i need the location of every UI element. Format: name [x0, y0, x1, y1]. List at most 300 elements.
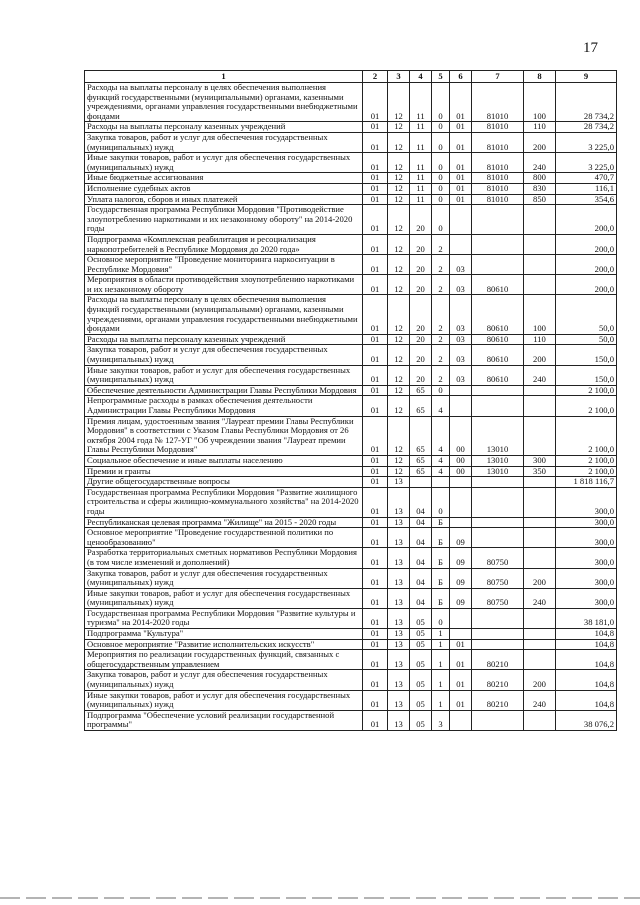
- row-code-6: 13010: [472, 455, 524, 466]
- row-amount: 200,0: [556, 255, 617, 275]
- row-description: Расходы на выплаты персоналу в целях обеспечения выполнения функций государственными (муниципальными) органами, казенными учреждениями, органами управления государственными внебюджетными фондами: [85, 83, 363, 122]
- row-code-5: 01: [450, 670, 472, 690]
- table-row: [85, 385, 617, 396]
- row-code-1: 01: [363, 183, 388, 194]
- row-code-3: 20: [410, 365, 432, 385]
- row-code-5: [450, 205, 472, 235]
- row-code-5: [450, 629, 472, 640]
- row-description: Закупка товаров, работ и услуг для обеспечения государственных (муниципальных) нужд: [85, 132, 363, 152]
- row-description: Разработка территориальных сметных нормативов Республики Мордовия (в том числе изменений и дополнений): [85, 548, 363, 568]
- row-code-2: 12: [388, 194, 410, 205]
- row-code-6: [472, 205, 524, 235]
- row-description: Подпрограмма «Комплексная реабилитация и ресоциализация наркопотребителей в Республике Мордовия до 2020 года»: [85, 234, 363, 254]
- row-code-5: [450, 517, 472, 528]
- row-code-4: 1: [432, 639, 450, 650]
- row-code-3: 04: [410, 528, 432, 548]
- row-code-4: 2: [432, 295, 450, 334]
- row-code-5: 00: [450, 466, 472, 477]
- table-row: [85, 205, 617, 235]
- row-code-6: 81010: [472, 183, 524, 194]
- row-code-1: 01: [363, 334, 388, 345]
- table-body: [85, 83, 617, 731]
- row-code-1: 01: [363, 639, 388, 650]
- row-code-3: 11: [410, 132, 432, 152]
- row-code-3: 65: [410, 396, 432, 416]
- row-code-5: 01: [450, 173, 472, 184]
- row-amount: 2 100,0: [556, 466, 617, 477]
- row-code-1: 01: [363, 416, 388, 455]
- row-description: Иные закупки товаров, работ и услуг для обеспечения государственных (муниципальных) нужд: [85, 153, 363, 173]
- row-code-5: [450, 487, 472, 517]
- row-code-6: 81010: [472, 194, 524, 205]
- col-header-1: 1: [85, 71, 363, 83]
- row-expense-type: 300: [524, 455, 556, 466]
- row-code-6: 80610: [472, 365, 524, 385]
- table-row: [85, 234, 617, 254]
- table-row: [85, 568, 617, 588]
- table-row: [85, 396, 617, 416]
- row-code-3: 20: [410, 334, 432, 345]
- row-code-2: 13: [388, 588, 410, 608]
- row-description: Государственная программа Республики Мордовия "Развитие жилищного строительства и сферы жилищно-коммунального хозяйства" на 2014-2020 годы: [85, 487, 363, 517]
- table-row: [85, 690, 617, 710]
- row-code-1: 01: [363, 477, 388, 488]
- row-code-6: 80210: [472, 690, 524, 710]
- row-description: Закупка товаров, работ и услуг для обеспечения государственных (муниципальных) нужд: [85, 670, 363, 690]
- row-code-1: 01: [363, 345, 388, 365]
- row-code-6: 80610: [472, 295, 524, 334]
- row-amount: 200,0: [556, 234, 617, 254]
- row-code-4: Б: [432, 588, 450, 608]
- row-code-5: [450, 477, 472, 488]
- row-code-1: 01: [363, 365, 388, 385]
- row-code-4: 2: [432, 234, 450, 254]
- row-description: Государственная программа Республики Мордовия "Развитие культуры и туризма" на 2014-2020 годы: [85, 608, 363, 628]
- row-code-5: 03: [450, 334, 472, 345]
- row-code-4: 1: [432, 650, 450, 670]
- table-row: [85, 517, 617, 528]
- row-code-2: 12: [388, 153, 410, 173]
- row-code-3: 05: [410, 639, 432, 650]
- row-amount: 104,8: [556, 690, 617, 710]
- row-code-3: 20: [410, 205, 432, 235]
- row-code-1: 01: [363, 205, 388, 235]
- row-code-3: [410, 477, 432, 488]
- row-code-5: 00: [450, 455, 472, 466]
- row-code-5: 03: [450, 345, 472, 365]
- row-code-3: 04: [410, 517, 432, 528]
- row-code-1: 01: [363, 455, 388, 466]
- row-code-2: 12: [388, 396, 410, 416]
- row-amount: 28 734,2: [556, 83, 617, 122]
- row-code-1: 01: [363, 275, 388, 295]
- row-amount: 104,8: [556, 639, 617, 650]
- row-code-3: 05: [410, 710, 432, 730]
- row-code-6: 80750: [472, 548, 524, 568]
- row-code-6: 80750: [472, 588, 524, 608]
- row-code-4: 0: [432, 122, 450, 133]
- row-code-1: 01: [363, 385, 388, 396]
- row-amount: 2 100,0: [556, 416, 617, 455]
- row-code-6: 81010: [472, 153, 524, 173]
- row-code-2: 12: [388, 205, 410, 235]
- row-code-6: [472, 528, 524, 548]
- row-code-5: 01: [450, 122, 472, 133]
- row-code-1: 01: [363, 568, 388, 588]
- col-header-9: 9: [556, 71, 617, 83]
- row-code-1: 01: [363, 153, 388, 173]
- row-expense-type: 350: [524, 466, 556, 477]
- row-code-4: Б: [432, 517, 450, 528]
- row-code-1: 01: [363, 517, 388, 528]
- row-code-6: [472, 517, 524, 528]
- row-expense-type: 100: [524, 83, 556, 122]
- table-row: [85, 183, 617, 194]
- row-code-5: 03: [450, 365, 472, 385]
- row-code-1: 01: [363, 194, 388, 205]
- table-row: [85, 639, 617, 650]
- row-description: Расходы на выплаты персоналу в целях обеспечения выполнения функций государственными (муниципальными) органами, казенными учреждениями, органами управления государственными внебюджетными фондами: [85, 295, 363, 334]
- row-code-5: [450, 396, 472, 416]
- row-expense-type: 240: [524, 690, 556, 710]
- row-code-3: 65: [410, 466, 432, 477]
- row-code-5: 09: [450, 528, 472, 548]
- row-code-2: 12: [388, 334, 410, 345]
- row-code-3: 05: [410, 670, 432, 690]
- row-code-1: 01: [363, 295, 388, 334]
- row-code-4: 1: [432, 690, 450, 710]
- row-expense-type: [524, 548, 556, 568]
- row-amount: 2 100,0: [556, 396, 617, 416]
- row-description: Основное мероприятие "Проведение мониторинга наркоситуации в Республике Мордовия": [85, 255, 363, 275]
- row-amount: 2 100,0: [556, 385, 617, 396]
- row-code-4: [432, 477, 450, 488]
- row-description: Расходы на выплаты персоналу казенных учреждений: [85, 334, 363, 345]
- row-code-2: 13: [388, 517, 410, 528]
- row-description: Иные закупки товаров, работ и услуг для обеспечения государственных (муниципальных) нужд: [85, 690, 363, 710]
- row-amount: 300,0: [556, 487, 617, 517]
- row-expense-type: 240: [524, 588, 556, 608]
- row-code-6: 80610: [472, 275, 524, 295]
- col-header-4: 4: [410, 71, 432, 83]
- row-code-5: 01: [450, 690, 472, 710]
- row-expense-type: [524, 487, 556, 517]
- row-code-5: [450, 710, 472, 730]
- row-code-1: 01: [363, 690, 388, 710]
- row-amount: 3 225,0: [556, 132, 617, 152]
- row-expense-type: 200: [524, 345, 556, 365]
- row-code-2: 12: [388, 173, 410, 184]
- row-code-3: 05: [410, 690, 432, 710]
- col-header-2: 2: [363, 71, 388, 83]
- row-amount: 300,0: [556, 588, 617, 608]
- row-description: Премии и гранты: [85, 466, 363, 477]
- row-code-5: 01: [450, 650, 472, 670]
- table-row: [85, 275, 617, 295]
- row-code-6: [472, 710, 524, 730]
- row-code-5: 01: [450, 183, 472, 194]
- row-expense-type: [524, 477, 556, 488]
- row-code-2: 13: [388, 528, 410, 548]
- row-description: Другие общегосударственные вопросы: [85, 477, 363, 488]
- row-code-5: 01: [450, 153, 472, 173]
- row-code-6: 80210: [472, 650, 524, 670]
- row-expense-type: [524, 385, 556, 396]
- row-code-6: 80750: [472, 568, 524, 588]
- row-code-1: 01: [363, 588, 388, 608]
- col-header-5: 5: [432, 71, 450, 83]
- row-code-3: 65: [410, 385, 432, 396]
- row-amount: 28 734,2: [556, 122, 617, 133]
- row-code-3: 04: [410, 548, 432, 568]
- row-code-4: 0: [432, 608, 450, 628]
- row-code-2: 12: [388, 455, 410, 466]
- row-code-5: 03: [450, 255, 472, 275]
- row-amount: 50,0: [556, 334, 617, 345]
- row-code-6: 13010: [472, 466, 524, 477]
- row-code-1: 01: [363, 466, 388, 477]
- row-code-3: 20: [410, 234, 432, 254]
- row-code-2: 12: [388, 385, 410, 396]
- row-description: Непрограммные расходы в рамках обеспечения деятельности Администрации Главы Республики Мордовия: [85, 396, 363, 416]
- row-code-4: 1: [432, 629, 450, 640]
- row-code-2: 12: [388, 275, 410, 295]
- row-code-4: 0: [432, 183, 450, 194]
- row-code-4: 0: [432, 194, 450, 205]
- row-code-1: 01: [363, 255, 388, 275]
- row-code-6: 80610: [472, 345, 524, 365]
- row-code-5: [450, 234, 472, 254]
- row-code-6: 13010: [472, 416, 524, 455]
- row-code-2: 12: [388, 132, 410, 152]
- table-row: [85, 650, 617, 670]
- page-number: 17: [583, 40, 598, 56]
- row-description: Социальное обеспечение и иные выплаты населению: [85, 455, 363, 466]
- row-description: Обеспечение деятельности Администрации Главы Республики Мордовия: [85, 385, 363, 396]
- row-code-2: 13: [388, 568, 410, 588]
- row-description: Закупка товаров, работ и услуг для обеспечения государственных (муниципальных) нужд: [85, 345, 363, 365]
- row-expense-type: [524, 528, 556, 548]
- row-amount: 150,0: [556, 345, 617, 365]
- row-code-3: 04: [410, 588, 432, 608]
- table-row: [85, 153, 617, 173]
- table-row: [85, 365, 617, 385]
- row-expense-type: [524, 650, 556, 670]
- row-code-5: 09: [450, 548, 472, 568]
- row-code-3: 11: [410, 83, 432, 122]
- row-code-1: 01: [363, 710, 388, 730]
- row-code-1: 01: [363, 670, 388, 690]
- row-code-4: 0: [432, 173, 450, 184]
- row-code-4: 0: [432, 205, 450, 235]
- row-code-6: [472, 385, 524, 396]
- row-code-4: 2: [432, 345, 450, 365]
- row-description: Основное мероприятие "Развитие исполнительских искусств": [85, 639, 363, 650]
- row-code-4: 4: [432, 455, 450, 466]
- row-code-2: 13: [388, 608, 410, 628]
- row-amount: 200,0: [556, 205, 617, 235]
- col-header-8: 8: [524, 71, 556, 83]
- row-code-4: Б: [432, 548, 450, 568]
- row-code-4: 0: [432, 487, 450, 517]
- row-amount: 470,7: [556, 173, 617, 184]
- row-expense-type: [524, 608, 556, 628]
- row-code-2: 13: [388, 710, 410, 730]
- row-code-3: 20: [410, 275, 432, 295]
- row-code-2: 13: [388, 639, 410, 650]
- row-code-2: 13: [388, 650, 410, 670]
- row-amount: 300,0: [556, 517, 617, 528]
- row-code-1: 01: [363, 548, 388, 568]
- row-code-2: 12: [388, 295, 410, 334]
- row-code-3: 05: [410, 629, 432, 640]
- row-code-4: 4: [432, 416, 450, 455]
- row-code-3: 11: [410, 122, 432, 133]
- row-code-4: 2: [432, 275, 450, 295]
- row-code-2: 12: [388, 122, 410, 133]
- row-code-2: 12: [388, 255, 410, 275]
- row-amount: 1 818 116,7: [556, 477, 617, 488]
- row-amount: 104,8: [556, 629, 617, 640]
- table-row: [85, 334, 617, 345]
- table-row: [85, 345, 617, 365]
- table-row: [85, 83, 617, 122]
- row-code-6: [472, 255, 524, 275]
- row-code-6: [472, 608, 524, 628]
- row-expense-type: [524, 416, 556, 455]
- table-row: [85, 455, 617, 466]
- row-amount: 300,0: [556, 548, 617, 568]
- row-amount: 200,0: [556, 275, 617, 295]
- row-code-3: 04: [410, 487, 432, 517]
- row-description: Мероприятия по реализации государственных функций, связанных с общегосударственным управлением: [85, 650, 363, 670]
- row-expense-type: 110: [524, 334, 556, 345]
- row-code-4: 4: [432, 396, 450, 416]
- row-code-3: 65: [410, 455, 432, 466]
- row-description: Расходы на выплаты персоналу казенных учреждений: [85, 122, 363, 133]
- row-expense-type: [524, 710, 556, 730]
- row-code-6: 81010: [472, 122, 524, 133]
- table-row: [85, 487, 617, 517]
- row-code-6: [472, 639, 524, 650]
- row-expense-type: 200: [524, 132, 556, 152]
- row-description: Иные закупки товаров, работ и услуг для обеспечения государственных (муниципальных) нужд: [85, 588, 363, 608]
- row-code-1: 01: [363, 122, 388, 133]
- row-description: Иные бюджетные ассигнования: [85, 173, 363, 184]
- table-row: [85, 122, 617, 133]
- row-code-3: 20: [410, 255, 432, 275]
- table-row: [85, 132, 617, 152]
- row-description: Исполнение судебных актов: [85, 183, 363, 194]
- row-code-4: 0: [432, 153, 450, 173]
- row-description: Закупка товаров, работ и услуг для обеспечения государственных (муниципальных) нужд: [85, 568, 363, 588]
- row-code-2: 12: [388, 345, 410, 365]
- row-code-5: 03: [450, 295, 472, 334]
- row-amount: 50,0: [556, 295, 617, 334]
- row-code-4: 1: [432, 670, 450, 690]
- row-expense-type: [524, 629, 556, 640]
- row-code-3: 11: [410, 183, 432, 194]
- row-code-5: 09: [450, 568, 472, 588]
- row-code-2: 12: [388, 466, 410, 477]
- row-code-3: 05: [410, 650, 432, 670]
- row-code-6: 81010: [472, 132, 524, 152]
- row-code-2: 13: [388, 548, 410, 568]
- row-code-1: 01: [363, 629, 388, 640]
- row-code-2: 13: [388, 670, 410, 690]
- row-code-4: 0: [432, 132, 450, 152]
- row-amount: 104,8: [556, 650, 617, 670]
- row-code-6: 80610: [472, 334, 524, 345]
- row-amount: 38 076,2: [556, 710, 617, 730]
- row-expense-type: [524, 205, 556, 235]
- row-amount: 150,0: [556, 365, 617, 385]
- row-amount: 300,0: [556, 528, 617, 548]
- row-code-6: [472, 629, 524, 640]
- table-row: [85, 588, 617, 608]
- row-code-4: Б: [432, 528, 450, 548]
- row-amount: 38 181,0: [556, 608, 617, 628]
- row-code-4: 2: [432, 334, 450, 345]
- row-expense-type: [524, 234, 556, 254]
- row-code-3: 05: [410, 608, 432, 628]
- col-header-7: 7: [472, 71, 524, 83]
- table-row: [85, 548, 617, 568]
- row-expense-type: [524, 396, 556, 416]
- row-code-1: 01: [363, 83, 388, 122]
- row-expense-type: [524, 639, 556, 650]
- table-row: [85, 608, 617, 628]
- row-description: Уплата налогов, сборов и иных платежей: [85, 194, 363, 205]
- row-code-1: 01: [363, 608, 388, 628]
- table-row: [85, 528, 617, 548]
- row-code-4: Б: [432, 568, 450, 588]
- row-expense-type: 240: [524, 153, 556, 173]
- row-code-5: 03: [450, 275, 472, 295]
- row-code-5: 01: [450, 132, 472, 152]
- table-row: [85, 255, 617, 275]
- table-row: [85, 477, 617, 488]
- col-header-3: 3: [388, 71, 410, 83]
- row-code-2: 12: [388, 234, 410, 254]
- col-header-6: 6: [450, 71, 472, 83]
- row-code-3: 20: [410, 345, 432, 365]
- row-description: Мероприятия в области противодействия злоупотреблению наркотиками и их незаконному обороту: [85, 275, 363, 295]
- row-expense-type: [524, 517, 556, 528]
- row-expense-type: [524, 275, 556, 295]
- row-code-1: 01: [363, 132, 388, 152]
- row-code-2: 12: [388, 416, 410, 455]
- table-row: [85, 710, 617, 730]
- row-amount: 354,6: [556, 194, 617, 205]
- row-description: Республиканская целевая программа "Жилище" на 2015 - 2020 годы: [85, 517, 363, 528]
- row-code-4: 0: [432, 83, 450, 122]
- row-code-6: 81010: [472, 173, 524, 184]
- table-row: [85, 194, 617, 205]
- row-code-4: 2: [432, 255, 450, 275]
- table-row: [85, 173, 617, 184]
- row-expense-type: 200: [524, 568, 556, 588]
- row-code-4: 3: [432, 710, 450, 730]
- row-code-2: 12: [388, 83, 410, 122]
- row-code-4: 4: [432, 466, 450, 477]
- row-amount: 104,8: [556, 670, 617, 690]
- row-code-6: [472, 487, 524, 517]
- row-description: Иные закупки товаров, работ и услуг для обеспечения государственных (муниципальных) нужд: [85, 365, 363, 385]
- row-code-4: 2: [432, 365, 450, 385]
- row-code-3: 11: [410, 194, 432, 205]
- table-row: [85, 629, 617, 640]
